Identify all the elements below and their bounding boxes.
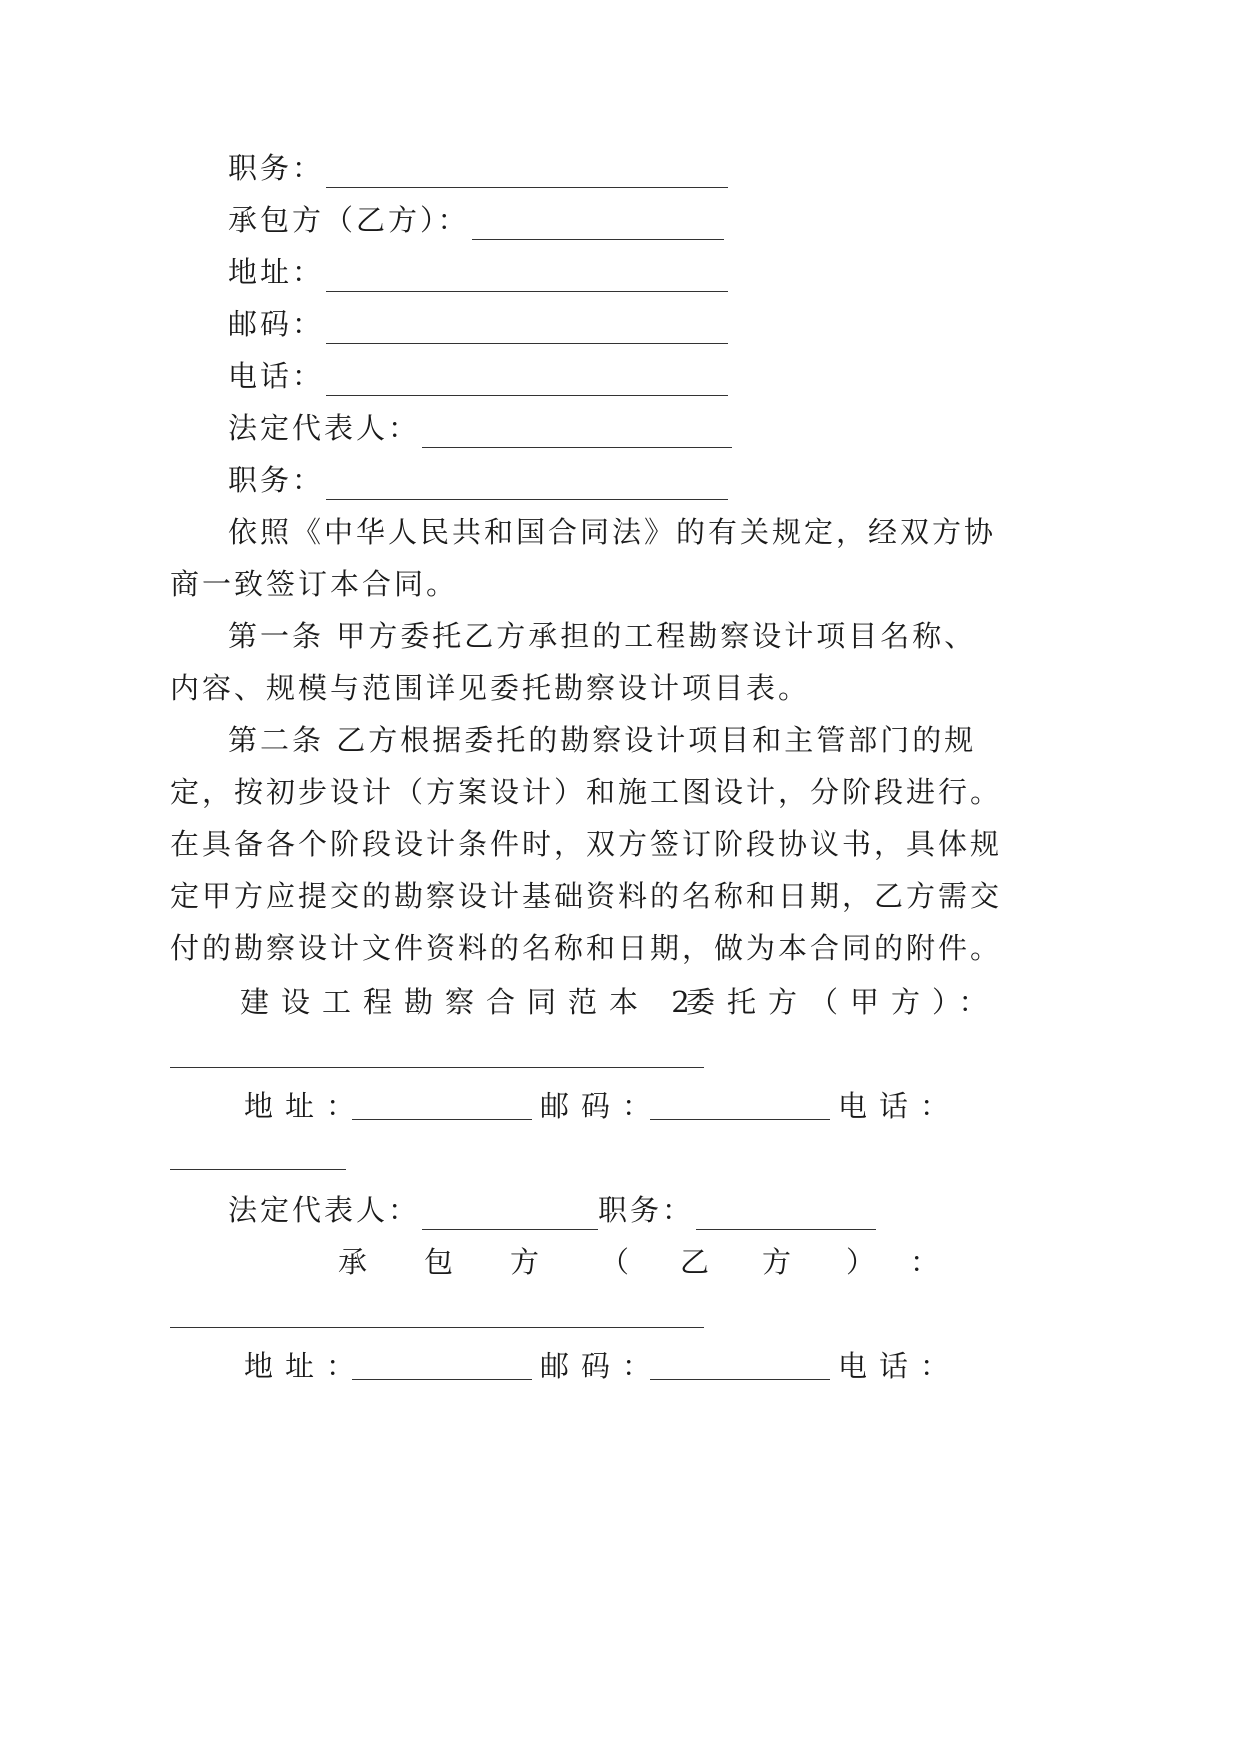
party-b-rep-label: 法定代表人： [228,411,421,445]
sample2-postcode-blank-a[interactable] [650,1118,830,1120]
contractor-char: 乙 [680,1245,713,1279]
party-b-address-label: 地址： [228,255,325,289]
paragraph-2-line-1: 第一条 甲方委托乙方承担的工程勘察设计项目名称、 [228,619,977,653]
contractor-char: 方 [762,1245,795,1279]
paragraph-1-line-2: 商一致签订本合同。 [170,567,459,601]
party-b-rep-row [228,408,732,448]
sample2-postcode-label-a: 邮码： [540,1089,664,1123]
party-b-address-row [228,252,728,292]
sample2-client-blank[interactable] [170,1066,704,1068]
sample2-postcode-label-b: 邮码： [540,1349,664,1383]
sample2-address-blank-a[interactable] [352,1118,532,1120]
sample2-rep-blank[interactable] [422,1199,598,1230]
paragraph-3-line-1: 第二条 乙方根据委托的勘察设计项目和主管部门的规 [228,723,977,757]
contractor-char: 承 [338,1245,371,1279]
party-b-phone-blank[interactable] [326,365,728,396]
sample2-title: 建设工程勘察合同范本 2 [240,985,702,1019]
party-b-postcode-blank[interactable] [326,313,728,344]
party-b-phone-label: 电话： [228,359,325,393]
sample2-client-label: 委托方（甲方）： [686,985,1000,1019]
sample2-phone-blank-a[interactable] [170,1168,346,1170]
sample2-address-blank-b[interactable] [352,1378,532,1380]
party-b-position-label: 职务： [228,463,325,497]
party-b-name-label: 承包方（乙方）： [228,203,470,237]
paragraph-3-line-5: 付的勘察设计文件资料的名称和日期，做为本合同的附件。 [170,931,1003,965]
party-a-position-label: 职务： [228,151,325,185]
contractor-char: ） [846,1245,879,1279]
paragraph-3-line-4: 定甲方应提交的勘察设计基础资料的名称和日期，乙方需交 [170,879,1003,913]
paragraph-3-line-3: 在具备各个阶段设计条件时，双方签订阶段协议书，具体规 [170,827,1003,861]
paragraph-3-line-2: 定，按初步设计（方案设计）和施工图设计，分阶段进行。 [170,775,1003,809]
party-b-phone-row [228,356,728,396]
party-b-address-blank[interactable] [326,261,728,292]
sample2-phone-label-a: 电话： [838,1089,962,1123]
party-b-position-blank[interactable] [326,469,728,500]
contractor-char: （ [600,1245,633,1279]
paragraph-1-line-1: 依照《中华人民共和国合同法》的有关规定，经双方协 [228,515,997,549]
party-b-position-row [228,460,728,500]
sample2-contractor-blank[interactable] [170,1326,704,1328]
contractor-char: ： [910,1245,943,1279]
sample2-contractor-label [0,1242,1241,1282]
sample2-position-blank[interactable] [696,1199,876,1230]
sample2-rep-row [228,1190,876,1230]
party-b-postcode-label: 邮码： [228,307,325,341]
party-b-postcode-row [228,304,728,344]
sample2-position-label: 职务： [598,1193,695,1227]
sample2-rep-label: 法定代表人： [228,1193,421,1227]
party-a-position-blank[interactable] [326,157,728,188]
sample2-postcode-blank-b[interactable] [650,1378,830,1380]
paragraph-2-line-2: 内容、规模与范围详见委托勘察设计项目表。 [170,671,811,705]
contractor-char: 方 [510,1245,543,1279]
sample2-address-label-b: 地址： [244,1349,368,1383]
contractor-char: 包 [424,1245,457,1279]
party-b-rep-blank[interactable] [422,417,732,448]
sample2-phone-label-b: 电话： [838,1349,962,1383]
party-b-name-blank[interactable] [472,209,724,240]
party-a-position-row [228,148,728,188]
party-b-name-row [228,200,724,240]
sample2-address-label-a: 地址： [244,1089,368,1123]
